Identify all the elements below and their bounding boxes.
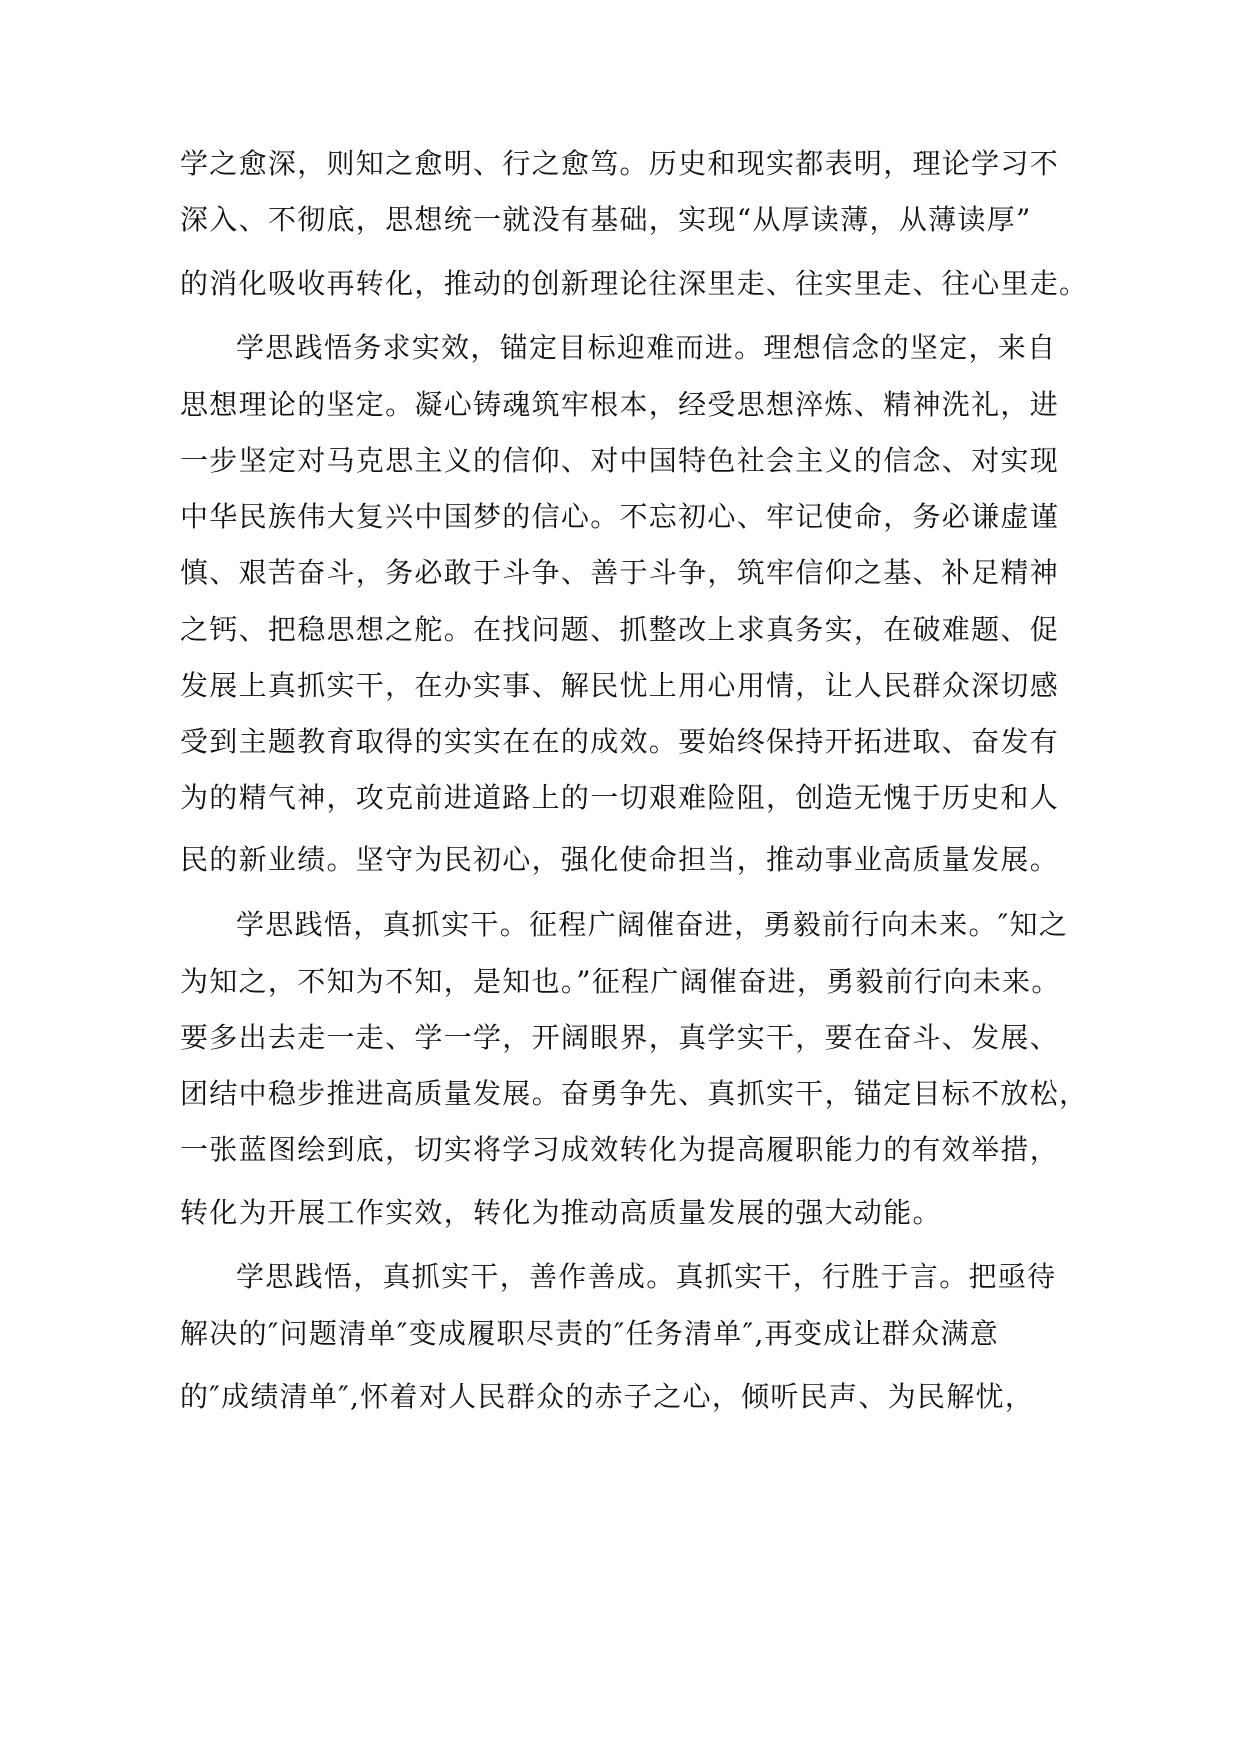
text-line: 受到主题教育取得的实实在在的成效。要始终保持开拓进取、奋发有 <box>180 725 1060 758</box>
text-line: 转化为开展工作实效，转化为推动高质量发展的强大动能。 <box>180 1196 942 1229</box>
text-line: 民的新业绩。坚守为民初心，强化使命担当，推动事业高质量发展。 <box>180 843 1060 876</box>
text-line: 中华民族伟大复兴中国梦的信心。不忘初心、牢记使命，务必谦虚谨 <box>180 500 1060 533</box>
paragraph-start-line: 学思践悟，真抓实干。征程广阔催奋进，勇毅前行向未来。″知之 <box>236 908 1069 941</box>
text-line: 一张蓝图绘到底，切实将学习成效转化为提高履职能力的有效举措， <box>180 1133 1060 1166</box>
text-line: 的消化吸收再转化，推动的创新理论往深里走、往实里走、往心里走。 <box>180 267 1089 300</box>
text-line: 的″成绩清单″,怀着对人民群众的赤子之心，倾听民声、为民解忧， <box>180 1380 1035 1413</box>
paragraph-start-line: 学思践悟务求实效，锚定目标迎难而进。理想信念的坚定，来自 <box>236 331 1057 364</box>
text-line: 学之愈深，则知之愈明、行之愈笃。历史和现实都表明，理论学习不 <box>180 147 1060 180</box>
text-line: 思想理论的坚定。凝心铸魂筑牢根本，经受思想淬炼、精神洗礼，进 <box>180 388 1060 421</box>
paragraph-start-line: 学思践悟，真抓实干，善作善成。真抓实干，行胜于言。把亟待 <box>236 1260 1057 1293</box>
text-line: 一步坚定对马克思主义的信仰、对中国特色社会主义的信念、对实现 <box>180 444 1060 477</box>
text-line: 解决的″问题清单″变成履职尽责的″任务清单″,再变成让群众满意 <box>180 1317 1000 1350</box>
text-line: 为知之，不知为不知，是知也。”征程广阔催奋进，勇毅前行向未来。 <box>180 965 1061 998</box>
text-line: 团结中稳步推进高质量发展。奋勇争先、真抓实干，锚定目标不放松， <box>180 1077 1089 1110</box>
text-line: 要多出去走一走、学一学，开阔眼界，真学实干，要在奋斗、发展、 <box>180 1021 1060 1054</box>
text-line: 为的精气神，攻克前进道路上的一切艰难险阻，创造无愧于历史和人 <box>180 781 1060 814</box>
text-line: 之钙、把稳思想之舵。在找问题、抓整改上求真务实，在破难题、促 <box>180 613 1060 646</box>
text-line: 慎、艰苦奋斗，务必敢于斗争、善于斗争，筑牢信仰之基、补足精神 <box>180 556 1060 589</box>
text-line: 深入、不彻底，思想统一就没有基础，实现“从厚读薄，从薄读厚” <box>180 203 1032 236</box>
text-line: 发展上真抓实干，在办实事、解民忧上用心用情，让人民群众深切感 <box>180 669 1060 702</box>
